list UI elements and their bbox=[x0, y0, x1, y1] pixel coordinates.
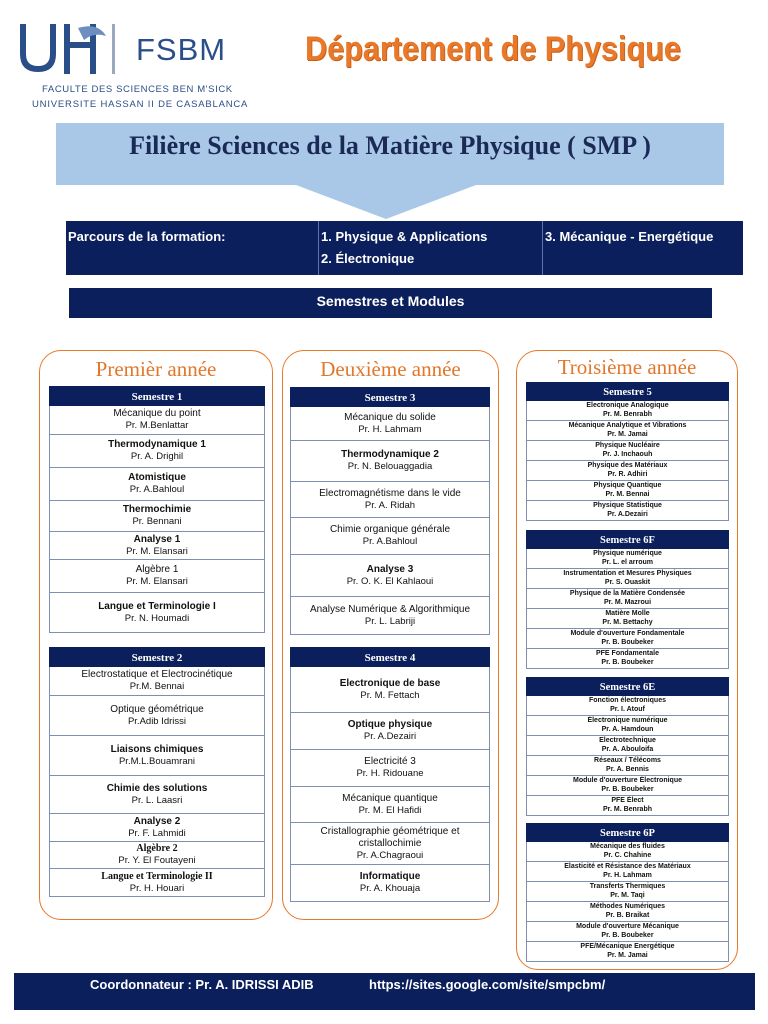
university-name: UNIVERSITE HASSAN II DE CASABLANCA bbox=[32, 99, 249, 110]
parcours-bar bbox=[66, 221, 743, 275]
fsbm-logo bbox=[14, 20, 249, 115]
module: Langue et Terminologie II Pr. H. Houari bbox=[49, 869, 265, 897]
module: Thermodynamique 2 Pr. N. Belouaggadia bbox=[290, 441, 490, 482]
module: PFE Élect Pr. M. Benrabh bbox=[526, 796, 729, 816]
module: Analyse 3 Pr. O. K. El Kahlaoui bbox=[290, 555, 490, 597]
semester-3-header: Semestre 3 bbox=[290, 387, 490, 407]
module: Transferts Thermiques Pr. M. Taqi bbox=[526, 882, 729, 902]
module: Algèbre 1 Pr. M. Elansari bbox=[49, 560, 265, 593]
module: Analyse Numérique & Algorithmique Pr. L. Labriji bbox=[290, 597, 490, 635]
module: Thermochimie Pr. Bennani bbox=[49, 501, 265, 532]
parcours-option-3: 3. Mécanique - Energétique bbox=[545, 229, 714, 244]
module: Mécanique du point Pr. M.Benlattar bbox=[49, 406, 265, 435]
module: Module d'ouverture Électronique Pr. B. Boubeker bbox=[526, 776, 729, 796]
coordinator: Coordonnateur : Pr. A. IDRISSI ADIB bbox=[90, 977, 314, 992]
semester-6f-header: Semestre 6F bbox=[526, 530, 729, 549]
module: Mécanique Analytique et Vibrations Pr. M. Jamai bbox=[526, 421, 729, 441]
department-title: Département de Physique bbox=[305, 30, 681, 68]
module: Matière Molle Pr. M. Bettachy bbox=[526, 609, 729, 629]
module: Réseaux / Télécoms Pr. A. Bennis bbox=[526, 756, 729, 776]
year-3-title: Troisième année bbox=[557, 355, 697, 379]
module: Module d'ouverture Fondamentale Pr. B. Boubeker bbox=[526, 629, 729, 649]
module: Electromagnétisme dans le vide Pr. A. Ridah bbox=[290, 482, 490, 518]
parcours-option-2: 2. Électronique bbox=[321, 251, 415, 266]
semester-6e bbox=[526, 677, 729, 816]
module: Electrostatique et Electrocinétique Pr.M. Bennai bbox=[49, 667, 265, 696]
module: Électronique numérique Pr. A. Hamdoun bbox=[526, 716, 729, 736]
module: Chimie organique générale Pr. A.Bahloul bbox=[290, 518, 490, 555]
module: Physique des Matériaux Pr. R. Adhiri bbox=[526, 461, 729, 481]
module: Physique Statistique Pr. A.Dezairi bbox=[526, 501, 729, 521]
semester-5-header: Semestre 5 bbox=[526, 382, 729, 401]
module: Informatique Pr. A. Khouaja bbox=[290, 865, 490, 902]
parcours-option-1: 1. Physique & Applications bbox=[321, 229, 488, 244]
filiere-banner bbox=[56, 123, 724, 185]
module: PFE Fondamentale Pr. B. Boubeker bbox=[526, 649, 729, 669]
semester-2 bbox=[49, 647, 265, 897]
module: Thermodynamique 1 Pr. A. Drighil bbox=[49, 435, 265, 468]
module: Chimie des solutions Pr. L. Laasri bbox=[49, 776, 265, 814]
down-arrow-icon bbox=[0, 185, 768, 221]
module: Mécanique du solide Pr. H. Lahmam bbox=[290, 407, 490, 441]
module: Mécanique des fluides Pr. C. Chahine bbox=[526, 842, 729, 862]
module: Langue et Terminologie I Pr. N. Houmadi bbox=[49, 593, 265, 633]
logo-text: FSBM bbox=[136, 32, 227, 67]
module: Physique numérique Pr. L. el arroum bbox=[526, 549, 729, 569]
module: PFE/Mécanique Energétique Pr. M. Jamai bbox=[526, 942, 729, 962]
semestres-title: Semestres et Modules bbox=[69, 288, 712, 318]
semester-5 bbox=[526, 382, 729, 521]
semester-1 bbox=[49, 386, 265, 633]
parcours-label: Parcours de la formation: bbox=[68, 229, 226, 244]
semester-6p-header: Semestre 6P bbox=[526, 823, 729, 842]
semester-2-header: Semestre 2 bbox=[49, 647, 265, 667]
footer-bar bbox=[14, 973, 755, 1010]
module: Instrumentation et Mesures Physiques Pr. S. Ouaskit bbox=[526, 569, 729, 589]
filiere-title: Filière Sciences de la Matière Physique ( SMP ) bbox=[129, 131, 651, 160]
university-logo-icon bbox=[14, 20, 124, 82]
module: Analyse 1 Pr. M. Elansari bbox=[49, 532, 265, 560]
semester-4 bbox=[290, 647, 490, 902]
module: Electronique de base Pr. M. Fettach bbox=[290, 667, 490, 713]
module: Mécanique quantique Pr. M. El Hafidi bbox=[290, 787, 490, 823]
module: Electricité 3 Pr. H. Ridouane bbox=[290, 750, 490, 787]
module: Fonction électroniques Pr. I. Atouf bbox=[526, 696, 729, 716]
year-2-title: Deuxième année bbox=[320, 357, 461, 381]
module: Physique Nucléaire Pr. J. Inchaouh bbox=[526, 441, 729, 461]
faculty-name: FACULTE DES SCIENCES BEN M'SICK bbox=[42, 84, 233, 95]
semester-6p bbox=[526, 823, 729, 962]
module: Méthodes Numériques Pr. B. Braikat bbox=[526, 902, 729, 922]
module: Electronique Analogique Pr. M. Benrabh bbox=[526, 401, 729, 421]
module: Algèbre 2 Pr. Y. El Foutayeni bbox=[49, 842, 265, 869]
module: Cristallographie géométrique et cristallochimie Pr. A.Chagraoui bbox=[290, 823, 490, 865]
semester-3 bbox=[290, 387, 490, 635]
module: Physique Quantique Pr. M. Bennai bbox=[526, 481, 729, 501]
module: Physique de la Matière Condensée Pr. M. Mazroui bbox=[526, 589, 729, 609]
module: Module d'ouverture Mécanique Pr. B. Boubeker bbox=[526, 922, 729, 942]
module: Liaisons chimiques Pr.M.L.Bouamrani bbox=[49, 736, 265, 776]
semester-1-header: Semestre 1 bbox=[49, 386, 265, 406]
module: Elasticité et Résistance des Matériaux Pr. H. Lahmam bbox=[526, 862, 729, 882]
site-link[interactable]: https://sites.google.com/site/smpcbm/ bbox=[369, 977, 606, 992]
module: Atomistique Pr. A.Bahloul bbox=[49, 468, 265, 501]
module: Optique physique Pr. A.Dezairi bbox=[290, 713, 490, 750]
semester-4-header: Semestre 4 bbox=[290, 647, 490, 667]
module: Optique géométrique Pr.Adib Idrissi bbox=[49, 696, 265, 736]
semester-6e-header: Semestre 6E bbox=[526, 677, 729, 696]
semester-6f bbox=[526, 530, 729, 669]
module: Electrotechnique Pr. A. Abouloifa bbox=[526, 736, 729, 756]
module: Analyse 2 Pr. F. Lahmidi bbox=[49, 814, 265, 842]
year-1-title: Premièr année bbox=[95, 357, 217, 381]
